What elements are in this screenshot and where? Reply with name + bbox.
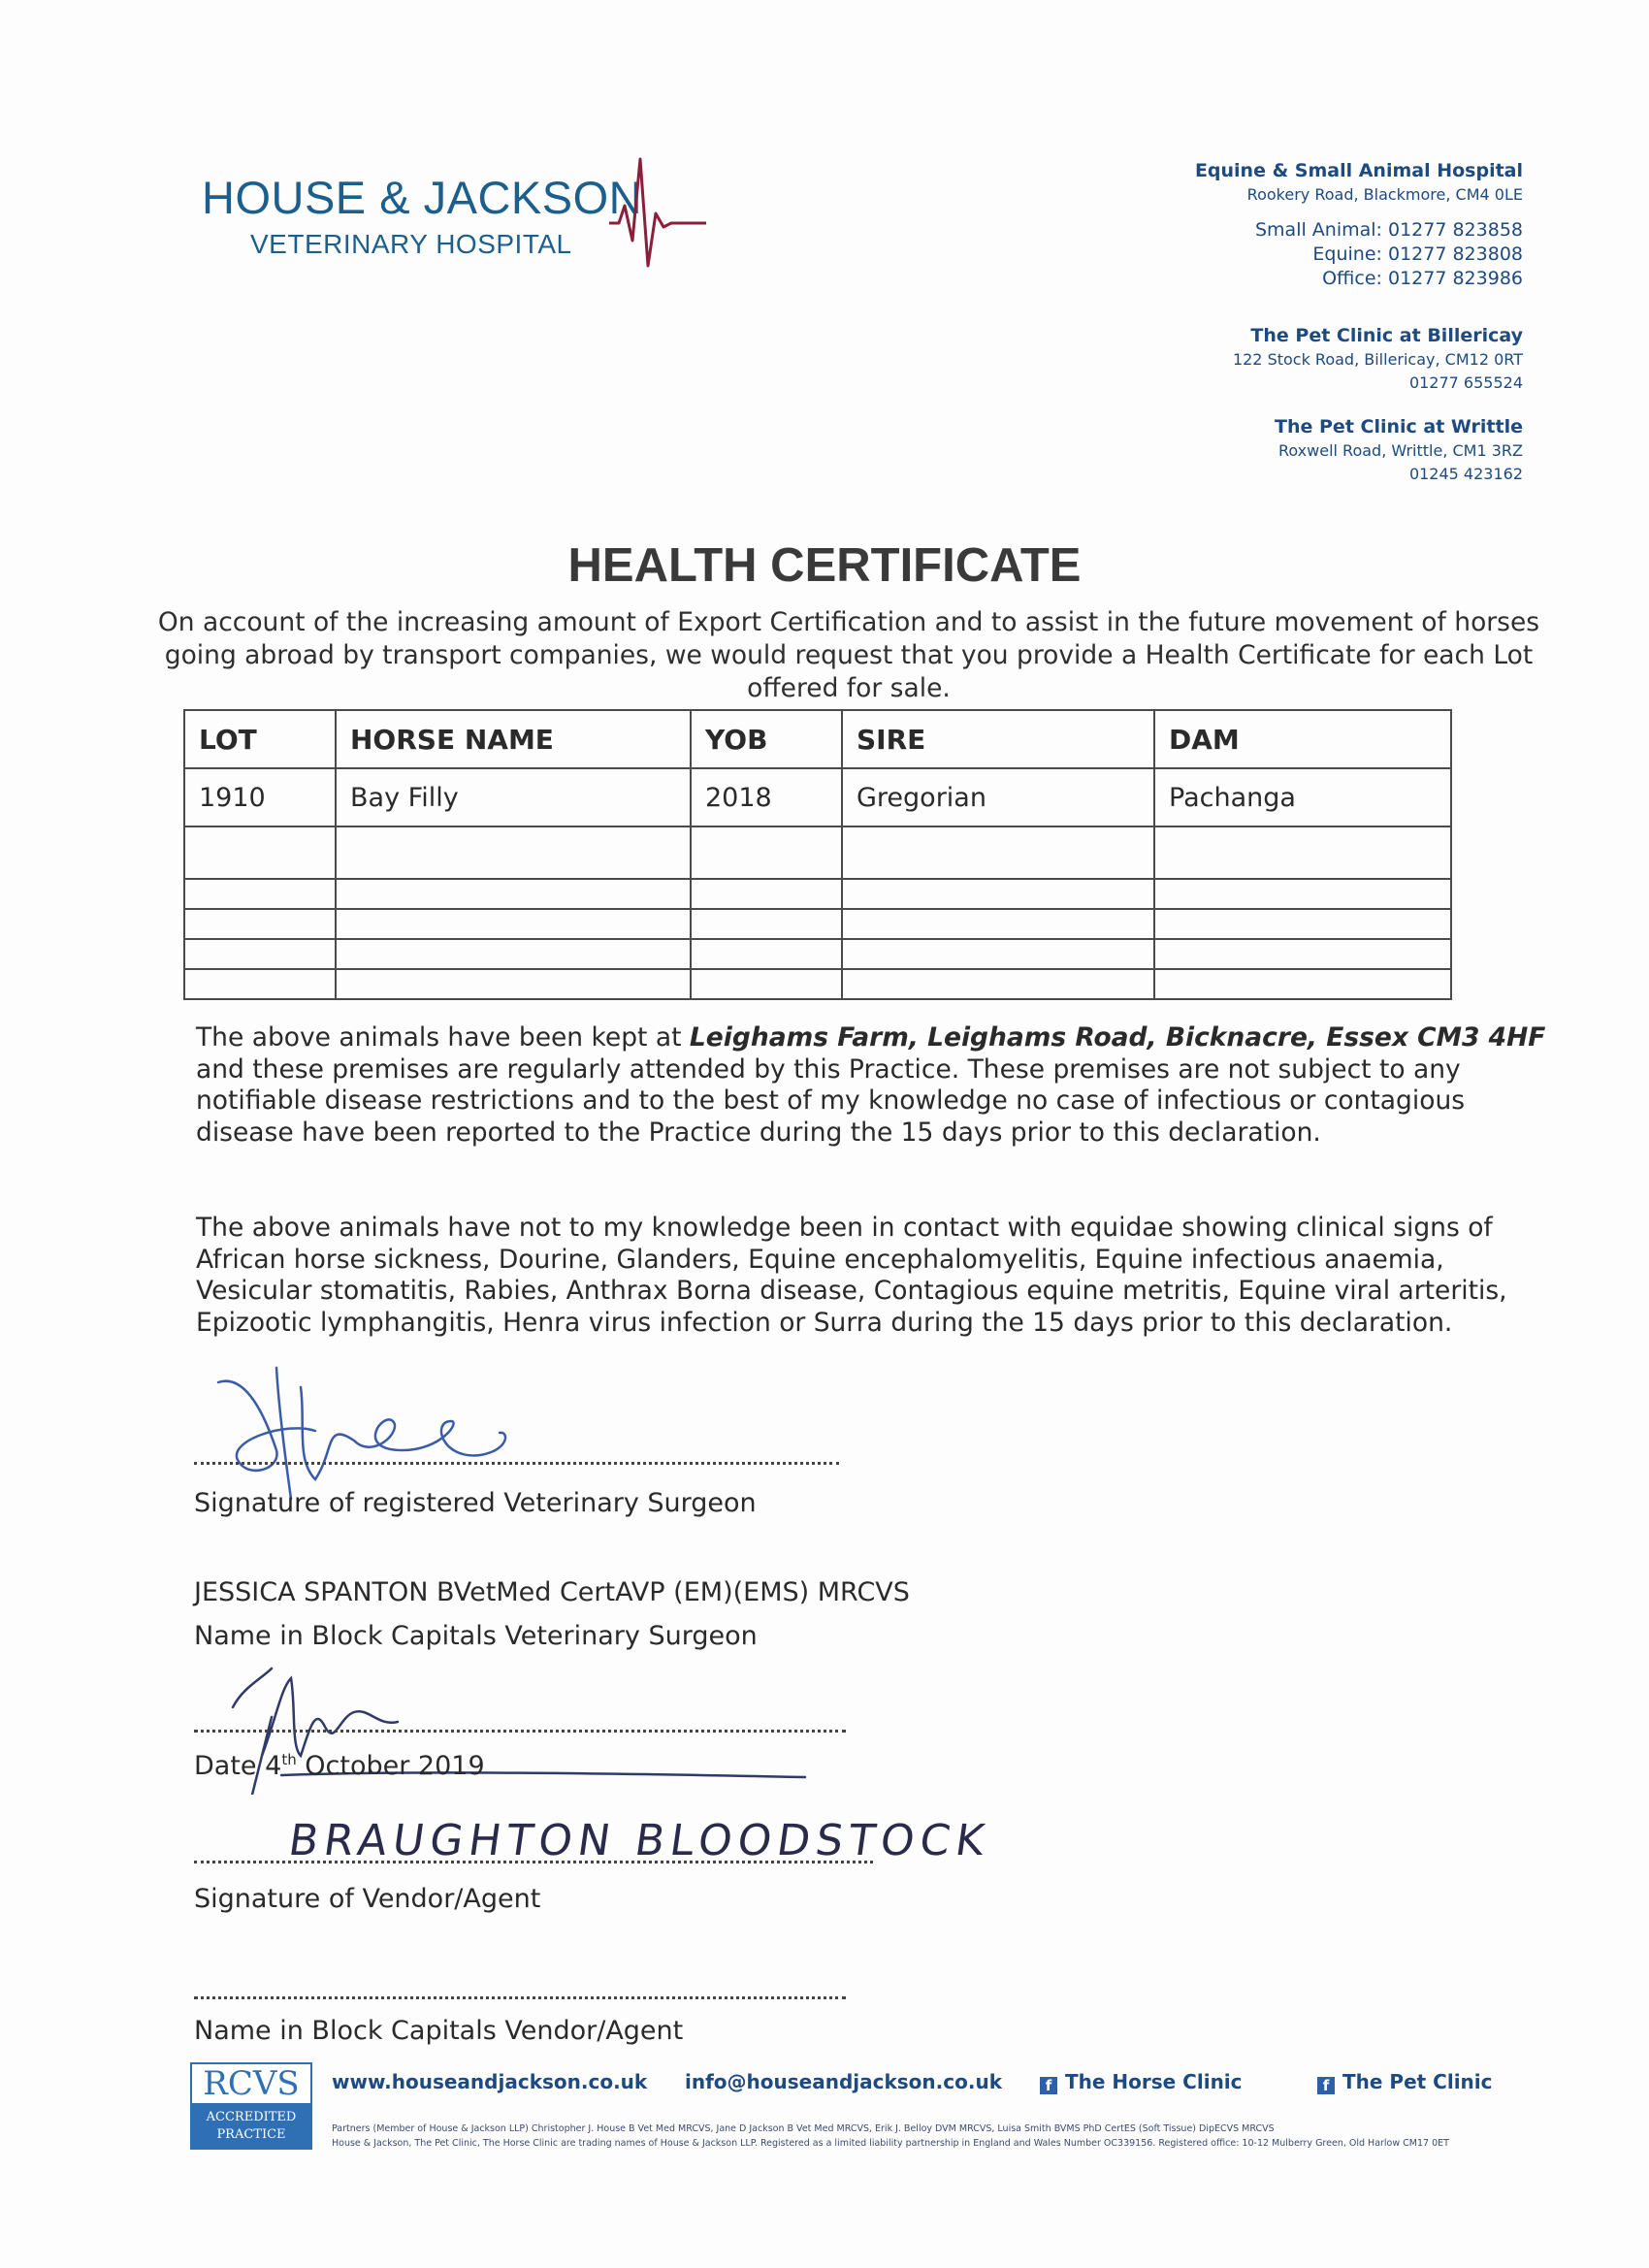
date-signature-line [194, 1730, 846, 1733]
heartbeat-pulse-icon [609, 157, 706, 274]
vet-name-label: Name in Block Capitals Veterinary Surgeon [194, 1621, 758, 1651]
writtle-contact [1275, 415, 1523, 486]
table-row-blank [184, 909, 1451, 939]
vendor-name-label: Name in Block Capitals Vendor/Agent [194, 2016, 684, 2046]
hospital-contact [1195, 159, 1523, 291]
header-lot: LOT [184, 710, 336, 768]
small-animal-phone: Small Animal: 01277 823858 [1254, 219, 1523, 241]
premises-address: Leighams Farm, Leighams Road, Bicknacre, Essex CM3 4HF [689, 1022, 1546, 1053]
billericay-name: The Pet Clinic at Billericay [1250, 325, 1523, 346]
email-link[interactable]: info@houseandjackson.co.uk [685, 2070, 1002, 2093]
rcvs-text: RCVS [190, 2062, 312, 2105]
cell-lot: 1910 [184, 768, 336, 826]
vendor-name-line [194, 1996, 846, 1999]
date-suffix: th [281, 1751, 297, 1768]
date-rest: October 2019 [296, 1751, 485, 1781]
header-dam: DAM [1154, 710, 1451, 768]
facebook-icon: f [1040, 2077, 1057, 2094]
logo-subtitle: VETERINARY HOSPITAL [250, 229, 572, 259]
pet-clinic-label: The Pet Clinic [1342, 2070, 1493, 2093]
vet-name: JESSICA SPANTON BVetMed CertAVP (EM)(EMS) MRCVS [194, 1577, 910, 1607]
cell-yob: 2018 [691, 768, 842, 826]
vendor-signature-label: Signature of Vendor/Agent [194, 1884, 541, 1914]
logo-name: HOUSE & JACKSON [202, 172, 643, 223]
date-prefix: Date [194, 1751, 266, 1781]
page-title: HEALTH CERTIFICATE [567, 539, 1082, 592]
facebook-icon: f [1317, 2077, 1335, 2094]
vendor-handwritten-signature: BRAUGHTON BLOODSTOCK [285, 1816, 993, 1865]
table-row-blank [184, 939, 1451, 969]
hospital-name: Equine & Small Animal Hospital [1194, 160, 1523, 181]
date-label [194, 1751, 485, 1781]
table-row-blank [184, 826, 1451, 879]
cell-dam: Pachanga [1154, 768, 1451, 826]
rcvs-accredited-logo [190, 2062, 312, 2150]
intro-paragraph: On account of the increasing amount of Export Certification and to assist in the future movement of horses going abroad by transport companies, we would request that you provide a Health Certificate for each Lot offered for sale. [157, 607, 1540, 703]
house-jackson-logo [202, 171, 706, 287]
cell-sire: Gregorian [842, 768, 1154, 826]
vet-signature-line [194, 1462, 839, 1465]
horse-clinic-facebook-link[interactable] [1040, 2070, 1243, 2094]
premises-text-before: The above animals have been kept at [196, 1022, 690, 1053]
writtle-address: Roxwell Road, Writtle, CM1 3RZ [1277, 441, 1523, 460]
office-phone: Office: 01277 823986 [1322, 268, 1523, 289]
rcvs-accredited-text: ACCREDITED PRACTICE [190, 2105, 312, 2150]
header-yob: YOB [691, 710, 842, 768]
registration-fine-print: House & Jackson, The Pet Clinic, The Horse Clinic are trading names of House & Jackson LLP. Registered as a limited liability partnership in England and Wales Number OC339156. Registered office: 10-12 Mulberry Green, Old Harlow CM17 0ET [332, 2138, 1449, 2149]
cell-horse-name: Bay Filly [336, 768, 691, 826]
hospital-address: Rookery Road, Blackmore, CM4 0LE [1246, 185, 1523, 204]
header-horse-name: HORSE NAME [336, 710, 691, 768]
vet-signature [209, 1363, 529, 1508]
billericay-address: 122 Stock Road, Billericay, CM12 0RT [1232, 350, 1523, 369]
table-row-blank [184, 879, 1451, 909]
header-sire: SIRE [842, 710, 1154, 768]
vet-signature-label: Signature of registered Veterinary Surgeon [194, 1488, 757, 1518]
writtle-name: The Pet Clinic at Writtle [1275, 416, 1523, 437]
premises-paragraph [196, 1022, 1554, 1149]
disease-paragraph: The above animals have not to my knowledge been in contact with equidae showing clinical signs of African horse sickness, Dourine, Glanders, Equine encephalomyelitis, Equine infectious anaemia, Vesicular stomatitis, Rabies, Anthrax Borna disease, Contagious equine metritis, Equine viral arteritis, Epizootic lymphangitis, Henra virus infection or Surra during the 15 days prior to this declaration. [196, 1213, 1507, 1338]
table-row [184, 768, 1451, 826]
horse-clinic-label: The Horse Clinic [1065, 2070, 1243, 2093]
pet-clinic-facebook-link[interactable] [1317, 2070, 1493, 2094]
equine-phone: Equine: 01277 823808 [1312, 243, 1523, 265]
billericay-phone: 01277 655524 [1408, 373, 1523, 392]
writtle-phone: 01245 423162 [1408, 465, 1523, 483]
partners-fine-print: Partners (Member of House & Jackson LLP) Christopher J. House B Vet Med MRCVS, Jane D Jackson B Vet Med MRCVS, Erik J. Belloy DVM MRCVS, Luisa Smith BVMS PhD CertES (Soft Tissue) DipECVS MRCVS [332, 2123, 1275, 2134]
premises-text-after: and these premises are regularly attended by this Practice. These premises are not subject to any notifiable disease restrictions and to the best of my knowledge no case of infectious or contagious disease have been reported to the Practice during the 15 days prior to this declaration. [196, 1053, 1466, 1148]
date-day: 4 [265, 1751, 282, 1781]
billericay-contact [1233, 324, 1523, 395]
table-row-blank [184, 969, 1451, 999]
website-link[interactable]: www.houseandjackson.co.uk [332, 2070, 648, 2093]
table-header-row [184, 710, 1451, 768]
lots-table [183, 709, 1452, 1000]
